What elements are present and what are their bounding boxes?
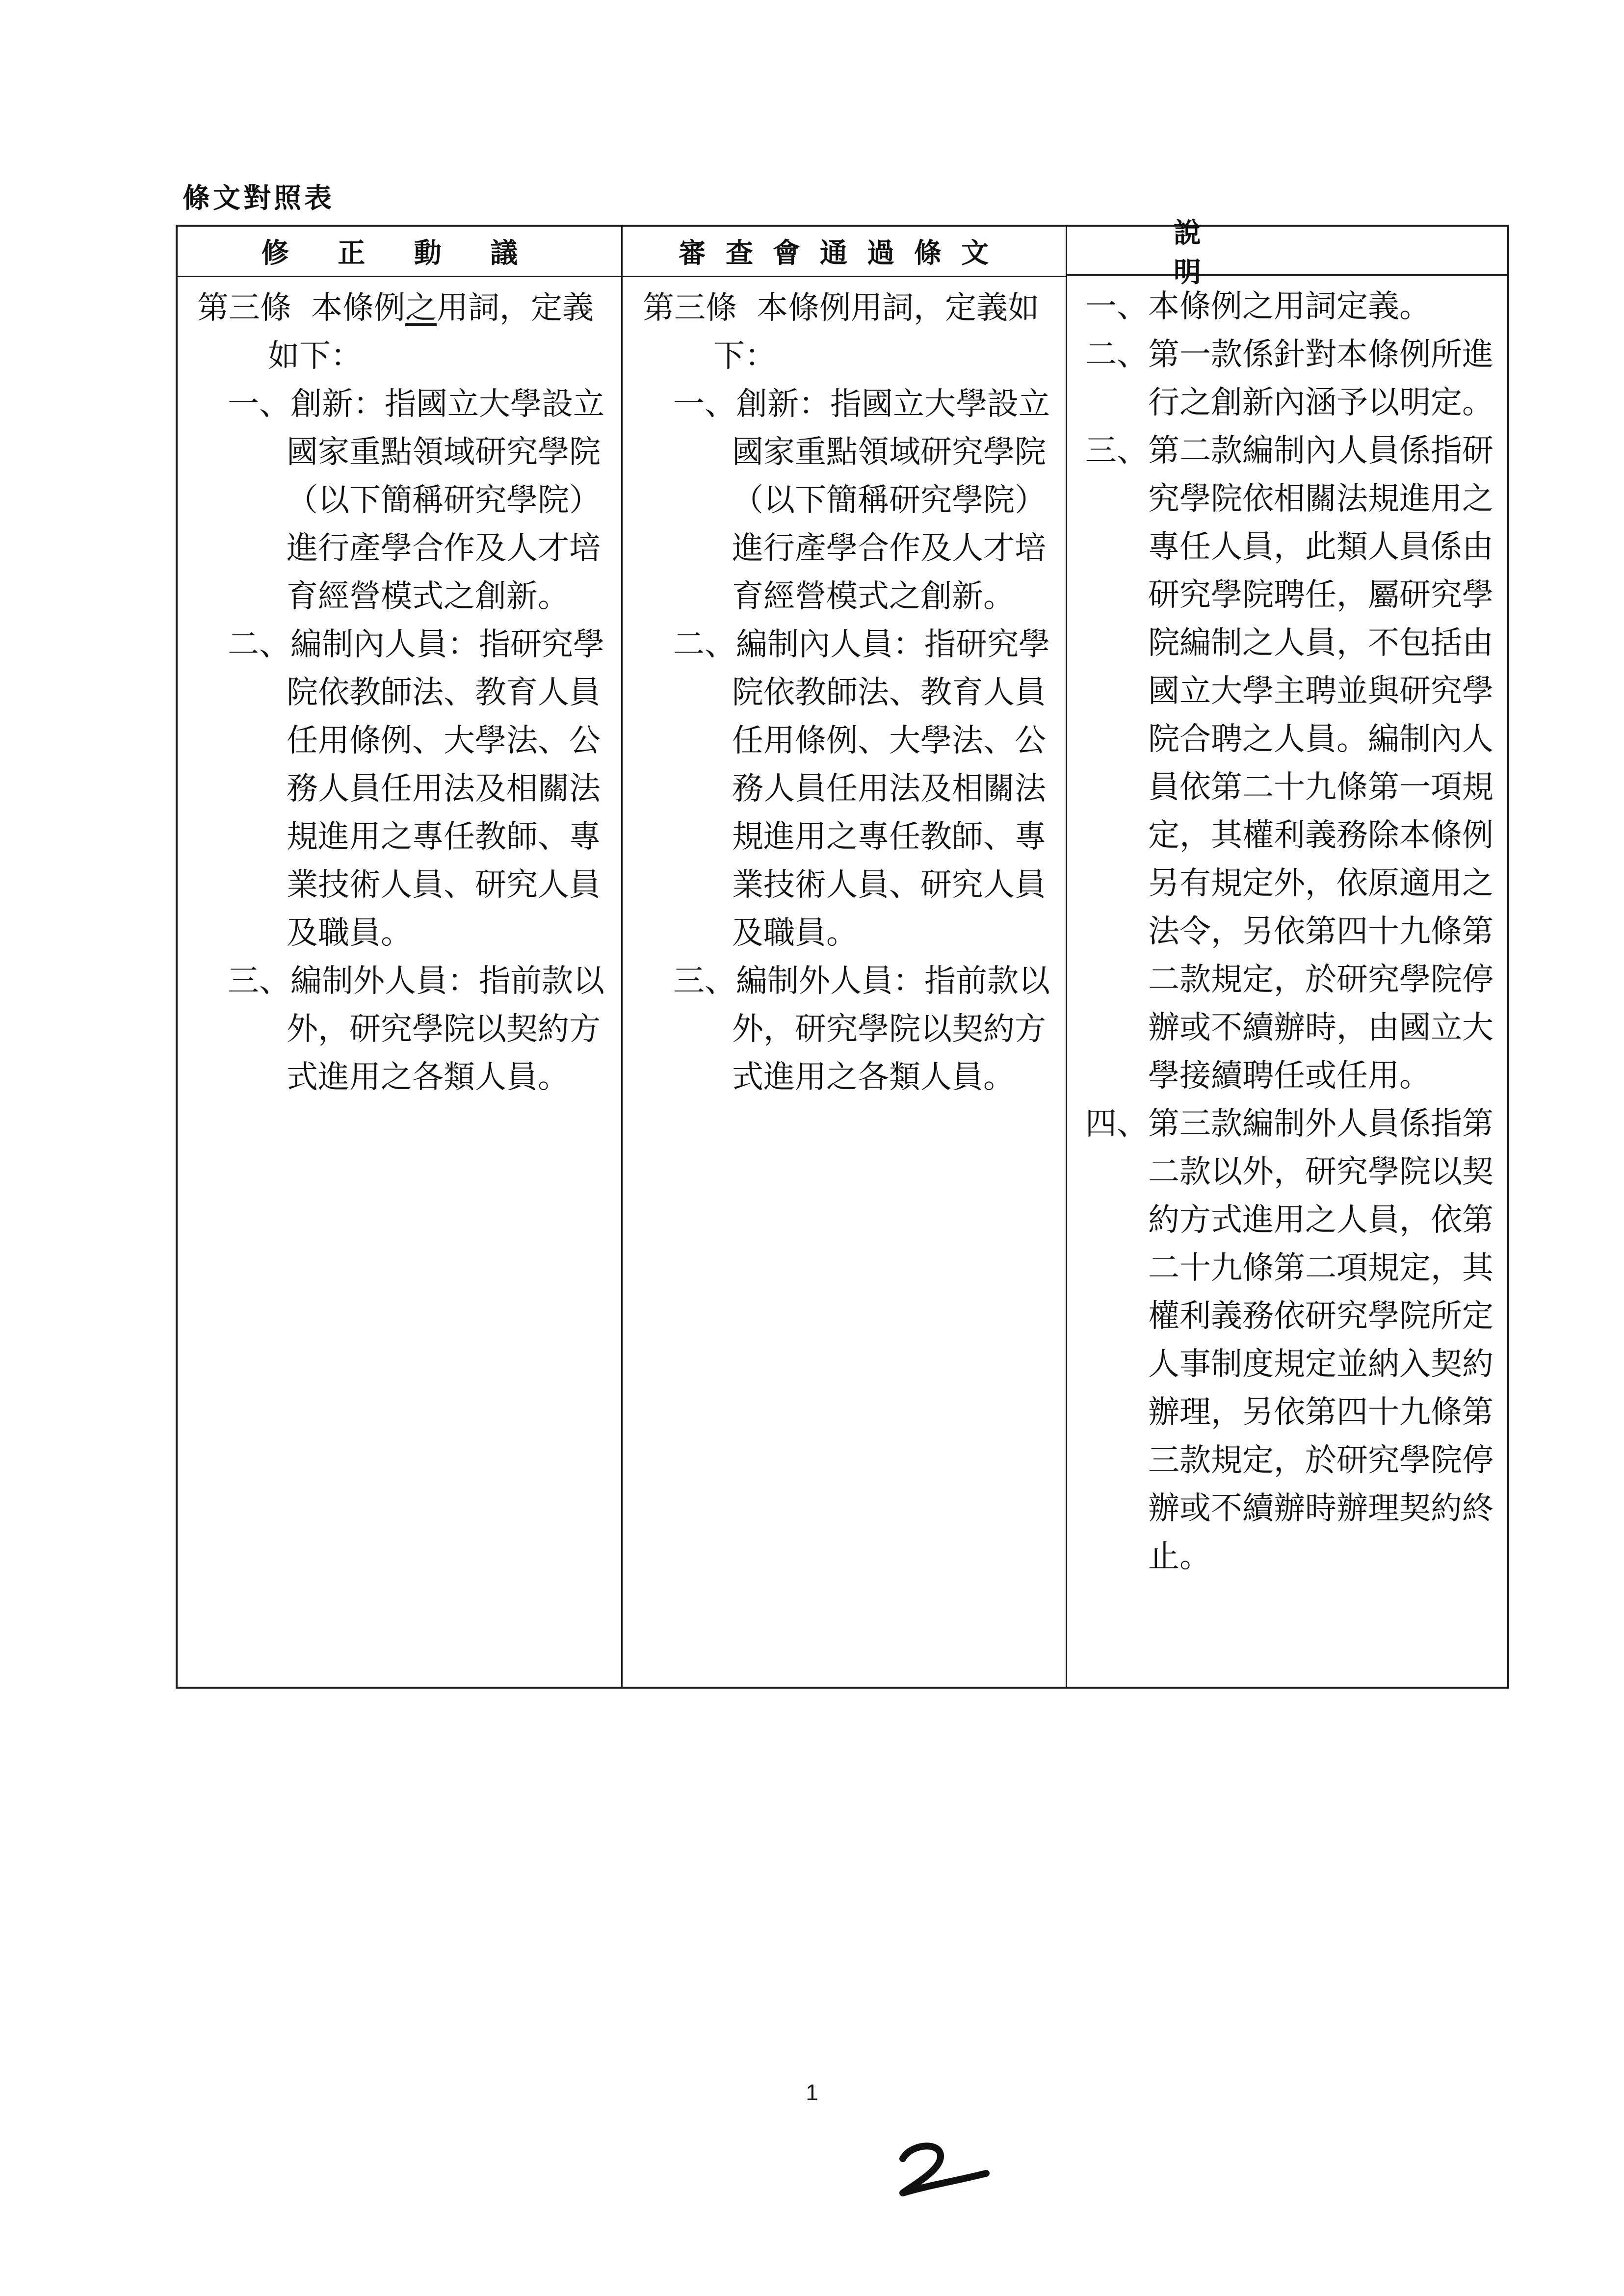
committee-item-1: 一、創新：指國立大學設立國家重點領域研究學院（以下簡稱研究學院）進行產學合作及人才培育經營模式之創新。 [673, 386, 1050, 615]
page-title: 條文對照表 [183, 182, 335, 214]
explanation-item-4: 四、第三款編制外人員係指第二款以外，研究學院以契約方式進用之人員，依第二十九條第二項規定，其權利義務依研究學院所定人事制度規定並納入契約辦理，另依第四十九條第三款規定，於研究學院停辦或不續辦時辦理契約終止。 [1085, 1106, 1493, 1575]
amendment-item-2: 二、編制內人員：指研究學院依教師法、教育人員任用條例、大學法、公務人員任用法及相關法規進用之專任教師、專業技術人員、研究人員及職員。 [228, 626, 604, 951]
committee-column-body [621, 277, 1066, 1101]
committee-column-header: 審查會通過條文 [621, 227, 1066, 277]
explanation-item-1: 一、本條例之用詞定義。 [1085, 288, 1431, 325]
amendment-article-text-underlined: 之 [405, 290, 437, 326]
explanation-item-2: 二、第一款係針對本條例所進行之創新內涵予以明定。 [1085, 337, 1493, 421]
amendment-article-title [197, 284, 611, 380]
committee-article-text: 本條例用詞，定義如下： [713, 290, 1039, 374]
page-number: 1 [806, 2080, 818, 2105]
amendment-article-text-before: 本條例 [311, 290, 405, 326]
committee-column [621, 227, 1067, 1687]
amendment-column-body [178, 277, 621, 1101]
committee-article-head: 第三條 [643, 290, 737, 326]
explanation-item-3: 三、第二款編制內人員係指研究學院依相關法規進用之專任人員，此類人員係由研究學院聘任，屬研究學院編制之人員，不包括由國立大學主聘並與研究學院合聘之人員。編制內人員依第二十九條第一項規定，其權利義務除本條例另有規定外，依原適用之法令，另依第四十九條第二款規定，於研究學院停辦或不續辦時，由國立大學接續聘任或任用。 [1085, 433, 1493, 1094]
committee-item-3: 三、編制外人員：指前款以外，研究學院以契約方式進用之各類人員。 [673, 963, 1050, 1096]
explanation-column-header: 說 明 [1066, 227, 1507, 276]
amendment-item-3: 三、編制外人員：指前款以外，研究學院以契約方式進用之各類人員。 [228, 963, 604, 1096]
amendment-article-text-after: 用詞，定義如下： [268, 290, 594, 374]
explanation-column [1066, 216, 1507, 1687]
amendment-column [178, 227, 623, 1687]
amendment-column-header: 修 正 動 議 [178, 227, 621, 277]
handwritten-page-mark [893, 2139, 991, 2203]
amendment-article-head: 第三條 [197, 290, 291, 326]
amendment-item-1: 一、創新：指國立大學設立國家重點領域研究學院（以下簡稱研究學院）進行產學合作及人才培育經營模式之創新。 [228, 386, 604, 615]
committee-article-title [643, 284, 1056, 380]
committee-item-2: 二、編制內人員：指研究學院依教師法、教育人員任用條例、大學法、公務人員任用法及相關法規進用之專任教師、專業技術人員、研究人員及職員。 [673, 626, 1050, 951]
explanation-column-body [1066, 276, 1507, 1581]
comparison-table [176, 216, 1509, 1689]
